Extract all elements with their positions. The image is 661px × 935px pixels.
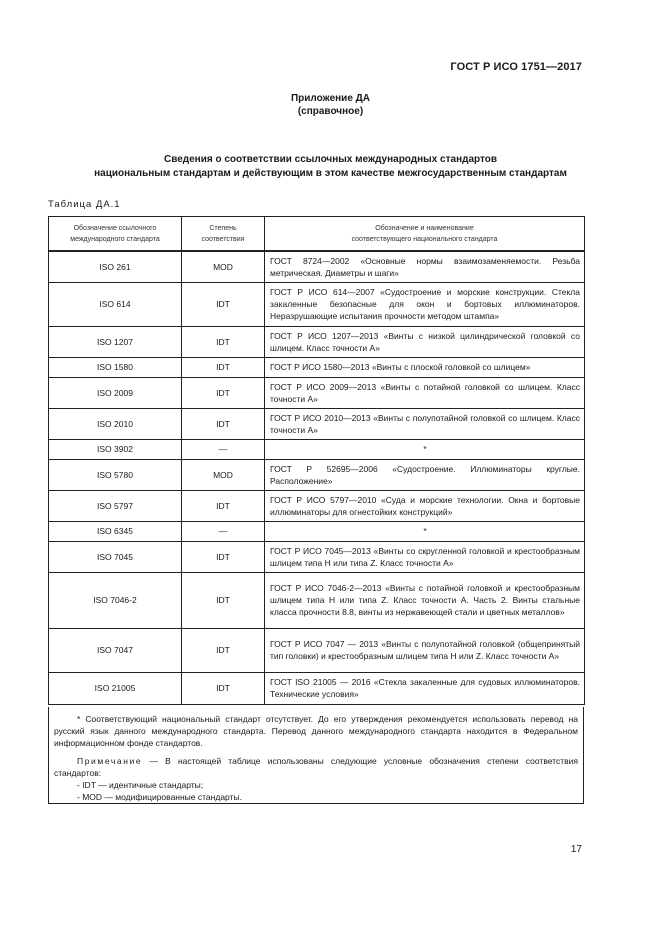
intl-standard-cell: ISO 21005 (49, 672, 182, 704)
header-intl-standard: Обозначение ссылочного международного стандарта (49, 217, 182, 252)
table-row (49, 326, 585, 357)
note (54, 755, 578, 779)
degree-cell: MOD (182, 251, 265, 282)
header-national-standard: Обозначение и наименование соответствующего национального стандарта (265, 217, 585, 252)
national-standard-cell: ГОСТ Р ИСО 1207—2013 «Винты с низкой цилиндрической головкой со шлицем. Класс точности А» (265, 326, 585, 357)
annex-subtitle: (справочное) (297, 106, 364, 117)
national-standard-cell: ГОСТ Р 52695—2006 «Судостроение. Иллюминаторы круглые. Расположение» (265, 459, 585, 490)
degree-cell: IDT (182, 282, 265, 326)
degree-cell: IDT (182, 357, 265, 377)
intl-standard-cell: ISO 5797 (49, 490, 182, 521)
table-row (49, 521, 585, 541)
national-standard-cell: ГОСТ Р ИСО 7046-2—2013 «Винты с потайной головкой и крестообразным шлицем типа H или типа Z. Класс точности А. Часть 2. Винты стальные класса прочности 8.8, винты из нержавеющей стали и цветных металлов» (265, 572, 585, 628)
table-row (49, 251, 585, 282)
page-number: 17 (570, 844, 582, 855)
footnote: * Соответствующий национальный стандарт отсутствует. До его утверждения рекомендуется использовать перевод на русский язык данного международного стандарта. Перевод данного международного стандарта находится в Федеральном информационном фонде стандартов. (54, 714, 578, 748)
table-row (49, 572, 585, 628)
degree-cell: IDT (182, 408, 265, 439)
national-standard-cell: ГОСТ ISO 21005 — 2016 «Стекла закаленные для судовых иллюминаторов. Технические условия» (265, 672, 585, 704)
table-row (49, 490, 585, 521)
intl-standard-cell: ISO 7047 (49, 628, 182, 672)
table-caption: Таблица ДА.1 (48, 199, 121, 210)
header-degree: Степень соответствия (182, 217, 265, 252)
degree-cell: MOD (182, 459, 265, 490)
table-row (49, 541, 585, 572)
note-label: Примечание (77, 756, 143, 766)
annex-title: Приложение ДА (290, 93, 371, 104)
table-row (49, 439, 585, 459)
degree-cell: IDT (182, 377, 265, 408)
document-code: ГОСТ Р ИСО 1751—2017 (450, 61, 582, 73)
degree-cell: IDT (182, 541, 265, 572)
table-row (49, 357, 585, 377)
degree-cell: — (182, 521, 265, 541)
intl-standard-cell: ISO 2009 (49, 377, 182, 408)
intl-standard-cell: ISO 7045 (49, 541, 182, 572)
standards-table (48, 216, 585, 705)
intl-standard-cell: ISO 614 (49, 282, 182, 326)
table-row (49, 672, 585, 704)
national-standard-cell: ГОСТ 8724—2002 «Основные нормы взаимозаменяемости. Резьба метрическая. Диаметры и шаги» (265, 251, 585, 282)
national-standard-cell: ГОСТ Р ИСО 1580—2013 «Винты с плоской головкой со шлицем» (265, 357, 585, 377)
section-title (0, 153, 661, 181)
table-header-row (49, 217, 585, 252)
table-row (49, 459, 585, 490)
degree-cell: IDT (182, 628, 265, 672)
national-standard-cell: ГОСТ Р ИСО 5797—2010 «Суда и морские технологии. Окна и бортовые иллюминаторы для огнестойких конструкций» (265, 490, 585, 521)
degree-cell: — (182, 439, 265, 459)
intl-standard-cell: ISO 2010 (49, 408, 182, 439)
degree-cell: IDT (182, 326, 265, 357)
degree-cell: IDT (182, 572, 265, 628)
degree-cell: IDT (182, 490, 265, 521)
national-standard-cell: ГОСТ Р ИСО 614—2007 «Судостроение и морские конструкции. Стекла закаленные безопасные для окон и бортовых иллюминаторов. Неразрушающие испытания прочности методом штампа» (265, 282, 585, 326)
national-standard-cell: * (265, 439, 585, 459)
national-standard-cell: ГОСТ Р ИСО 7047 — 2013 «Винты с полупотайной головкой (общепринятый тип головки) и крестообразным шлицем типа H или Z. Класс точности А» (265, 628, 585, 672)
intl-standard-cell: ISO 7046-2 (49, 572, 182, 628)
intl-standard-cell: ISO 1580 (49, 357, 182, 377)
national-standard-cell: ГОСТ Р ИСО 2010—2013 «Винты с полупотайной головкой со шлицем. Класс точности А» (265, 408, 585, 439)
section-title-line-2: национальным стандартам и действующим в этом качестве межгосударственным стандартам (94, 168, 567, 179)
note-text: — В настоящей таблице использованы следующие условные обозначения степени соответствия стандартов: (54, 756, 578, 778)
national-standard-cell: ГОСТ Р ИСО 2009—2013 «Винты с потайной головкой со шлицем. Класс точности А» (265, 377, 585, 408)
national-standard-cell: * (265, 521, 585, 541)
note-item-mod: - MOD — модифицированные стандарты. (77, 792, 242, 802)
intl-standard-cell: ISO 5780 (49, 459, 182, 490)
intl-standard-cell: ISO 3902 (49, 439, 182, 459)
intl-standard-cell: ISO 1207 (49, 326, 182, 357)
degree-cell: IDT (182, 672, 265, 704)
annex-heading (0, 92, 661, 118)
national-standard-cell: ГОСТ Р ИСО 7045—2013 «Винты со скругленной головкой и крестообразным шлицем типа H или типа Z. Класс точности А» (265, 541, 585, 572)
intl-standard-cell: ISO 261 (49, 251, 182, 282)
section-title-line-1: Сведения о соответствии ссылочных международных стандартов (163, 154, 498, 165)
table-row (49, 628, 585, 672)
table-row (49, 282, 585, 326)
intl-standard-cell: ISO 6345 (49, 521, 182, 541)
table-row (49, 408, 585, 439)
table-row (49, 377, 585, 408)
note-item-idt: - IDT — идентичные стандарты; (77, 780, 204, 790)
table-notes (48, 707, 584, 804)
